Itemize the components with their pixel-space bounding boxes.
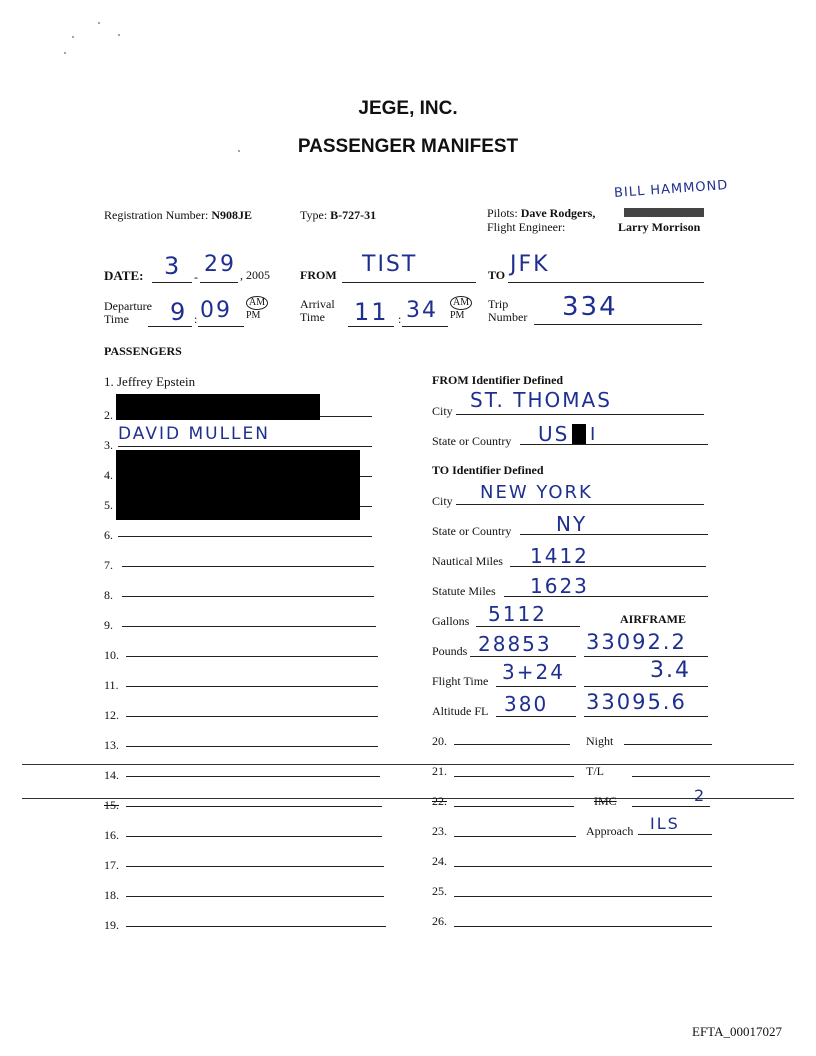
redaction-state — [572, 424, 586, 444]
passenger-number: 2. — [104, 408, 113, 422]
page-title: PASSENGER MANIFEST — [297, 136, 519, 157]
row-25-number: 25. — [432, 884, 447, 898]
departure-label — [104, 300, 152, 326]
pounds-label: Pounds — [432, 644, 468, 658]
date-year: , 2005 — [240, 268, 270, 282]
airframe-heading: AIRFRAME — [620, 612, 686, 626]
arrival-colon: : — [398, 312, 402, 326]
passenger-number: 9. — [104, 618, 113, 632]
passenger-number: 19. — [104, 918, 119, 932]
redaction-passengers-4-5 — [116, 450, 360, 520]
row-22-number: 22. — [432, 794, 447, 808]
scan-speck — [72, 36, 74, 38]
passenger-number: 4. — [104, 468, 113, 482]
departure-min: 09 — [200, 298, 232, 323]
arrival-am: AM — [450, 296, 472, 310]
type-label: Type: — [300, 208, 328, 222]
to-identifier-heading: TO Identifier Defined — [432, 463, 544, 477]
scan-speck — [98, 22, 100, 24]
departure-label-2: Time — [104, 312, 129, 326]
date-month: 3 — [164, 252, 182, 280]
altitude-label: Altitude FL — [432, 704, 489, 718]
from-state-value-a: US — [538, 422, 570, 446]
passenger-number: 14. — [104, 768, 119, 782]
date-separator: - — [194, 270, 198, 284]
passenger-number: 3. — [104, 438, 113, 452]
arrival-min: 34 — [406, 298, 438, 323]
approach-label: Approach — [586, 824, 634, 838]
passenger-number: 7. — [104, 558, 113, 572]
arrival-label-2: Time — [300, 310, 325, 324]
row-24-number: 24. — [432, 854, 447, 868]
altitude-value: 380 — [504, 692, 549, 716]
passenger-number: 12. — [104, 708, 119, 722]
trip-label — [488, 298, 527, 324]
from-city-value: ST. THOMAS — [470, 388, 612, 412]
pounds-value: 28853 — [478, 632, 552, 656]
to-city-label: City — [432, 494, 453, 508]
document-id: EFTA_00017027 — [692, 1024, 782, 1039]
arrival-hour: 11 — [354, 298, 389, 326]
scan-speck — [118, 34, 120, 36]
airframe-value-3: 33095.6 — [586, 690, 687, 714]
to-value: JFK — [510, 252, 550, 277]
registration-label: Registration Number: — [104, 208, 209, 222]
pilots-label: Pilots: — [487, 206, 518, 220]
row-21-number: 21. — [432, 764, 447, 778]
from-state-value-b: I — [590, 424, 598, 445]
night-label: Night — [586, 734, 614, 748]
flight-engineer-label: Flight Engineer: — [487, 220, 566, 234]
flight-time-value: 3+24 — [502, 660, 565, 684]
row-26-number: 26. — [432, 914, 447, 928]
passenger-number: 6. — [104, 528, 113, 542]
strikethrough-name — [624, 208, 704, 217]
passenger-3-name: DAVID MULLEN — [118, 424, 270, 444]
departure-label-1: Departure — [104, 299, 152, 313]
to-state-label: State or Country — [432, 524, 512, 538]
pilots-row — [487, 206, 595, 221]
to-state-value: NY — [556, 512, 588, 536]
airframe-value-1: 33092.2 — [586, 630, 687, 654]
trip-label-1: Trip — [488, 297, 509, 311]
pilot2-handwritten: BILL HAMMOND — [613, 178, 729, 201]
from-value: TIST — [362, 252, 418, 277]
pilot1-value: Dave Rodgers, — [520, 206, 596, 220]
imc-value: 2 — [694, 786, 707, 805]
scan-speck — [64, 52, 66, 54]
flight-engineer-value: Larry Morrison — [618, 220, 701, 234]
arrival-pm: PM — [450, 310, 465, 321]
gallons-value: 5112 — [488, 602, 547, 626]
passenger-number: 8. — [104, 588, 113, 602]
departure-ampm — [246, 292, 268, 321]
type-row — [300, 208, 376, 223]
passenger-number: 16. — [104, 828, 119, 842]
tl-label: T/L — [586, 764, 604, 778]
passenger-number: 15. — [104, 798, 119, 812]
to-label: TO — [488, 268, 506, 282]
approach-value: ILS — [650, 814, 680, 833]
row-20-number: 20. — [432, 734, 447, 748]
passenger-1: 1. Jeffrey Epstein — [104, 374, 196, 389]
to-city-value: NEW YORK — [480, 482, 593, 503]
departure-hour: 9 — [170, 298, 188, 326]
passenger-number: 17. — [104, 858, 119, 872]
redaction-passenger-2 — [116, 394, 320, 420]
statute-miles-value: 1623 — [530, 574, 589, 598]
arrival-ampm — [450, 292, 472, 321]
passenger-number: 13. — [104, 738, 119, 752]
passenger-number: 11. — [104, 678, 119, 692]
flight-time-label: Flight Time — [432, 674, 489, 688]
gallons-label: Gallons — [432, 614, 470, 628]
departure-pm: PM — [246, 310, 261, 321]
passenger-number: 18. — [104, 888, 119, 902]
statute-miles-label: Statute Miles — [432, 584, 496, 598]
imc-label: IMC — [594, 794, 617, 808]
trip-number: 334 — [562, 292, 618, 322]
arrival-label-1: Arrival — [300, 297, 335, 311]
from-city-label: City — [432, 404, 453, 418]
passengers-heading: PASSENGERS — [104, 344, 182, 358]
type-value: B-727-31 — [330, 208, 377, 222]
trip-label-2: Number — [488, 310, 528, 324]
nautical-miles-label: Nautical Miles — [432, 554, 503, 568]
date-label: DATE: — [104, 268, 144, 283]
passenger-number: 5. — [104, 498, 113, 512]
row-23-number: 23. — [432, 824, 447, 838]
from-label: FROM — [300, 268, 337, 282]
registration-row — [104, 208, 252, 223]
passenger-number: 10. — [104, 648, 119, 662]
company-name: JEGE, INC. — [358, 98, 458, 119]
airframe-value-2: 3.4 — [650, 658, 691, 683]
from-state-label: State or Country — [432, 434, 512, 448]
from-identifier-heading: FROM Identifier Defined — [432, 373, 564, 387]
date-day: 29 — [204, 252, 236, 277]
departure-am: AM — [246, 296, 268, 310]
departure-colon: : — [194, 312, 198, 326]
arrival-label — [300, 298, 335, 324]
registration-value: N908JE — [211, 208, 252, 222]
nautical-miles-value: 1412 — [530, 544, 589, 568]
